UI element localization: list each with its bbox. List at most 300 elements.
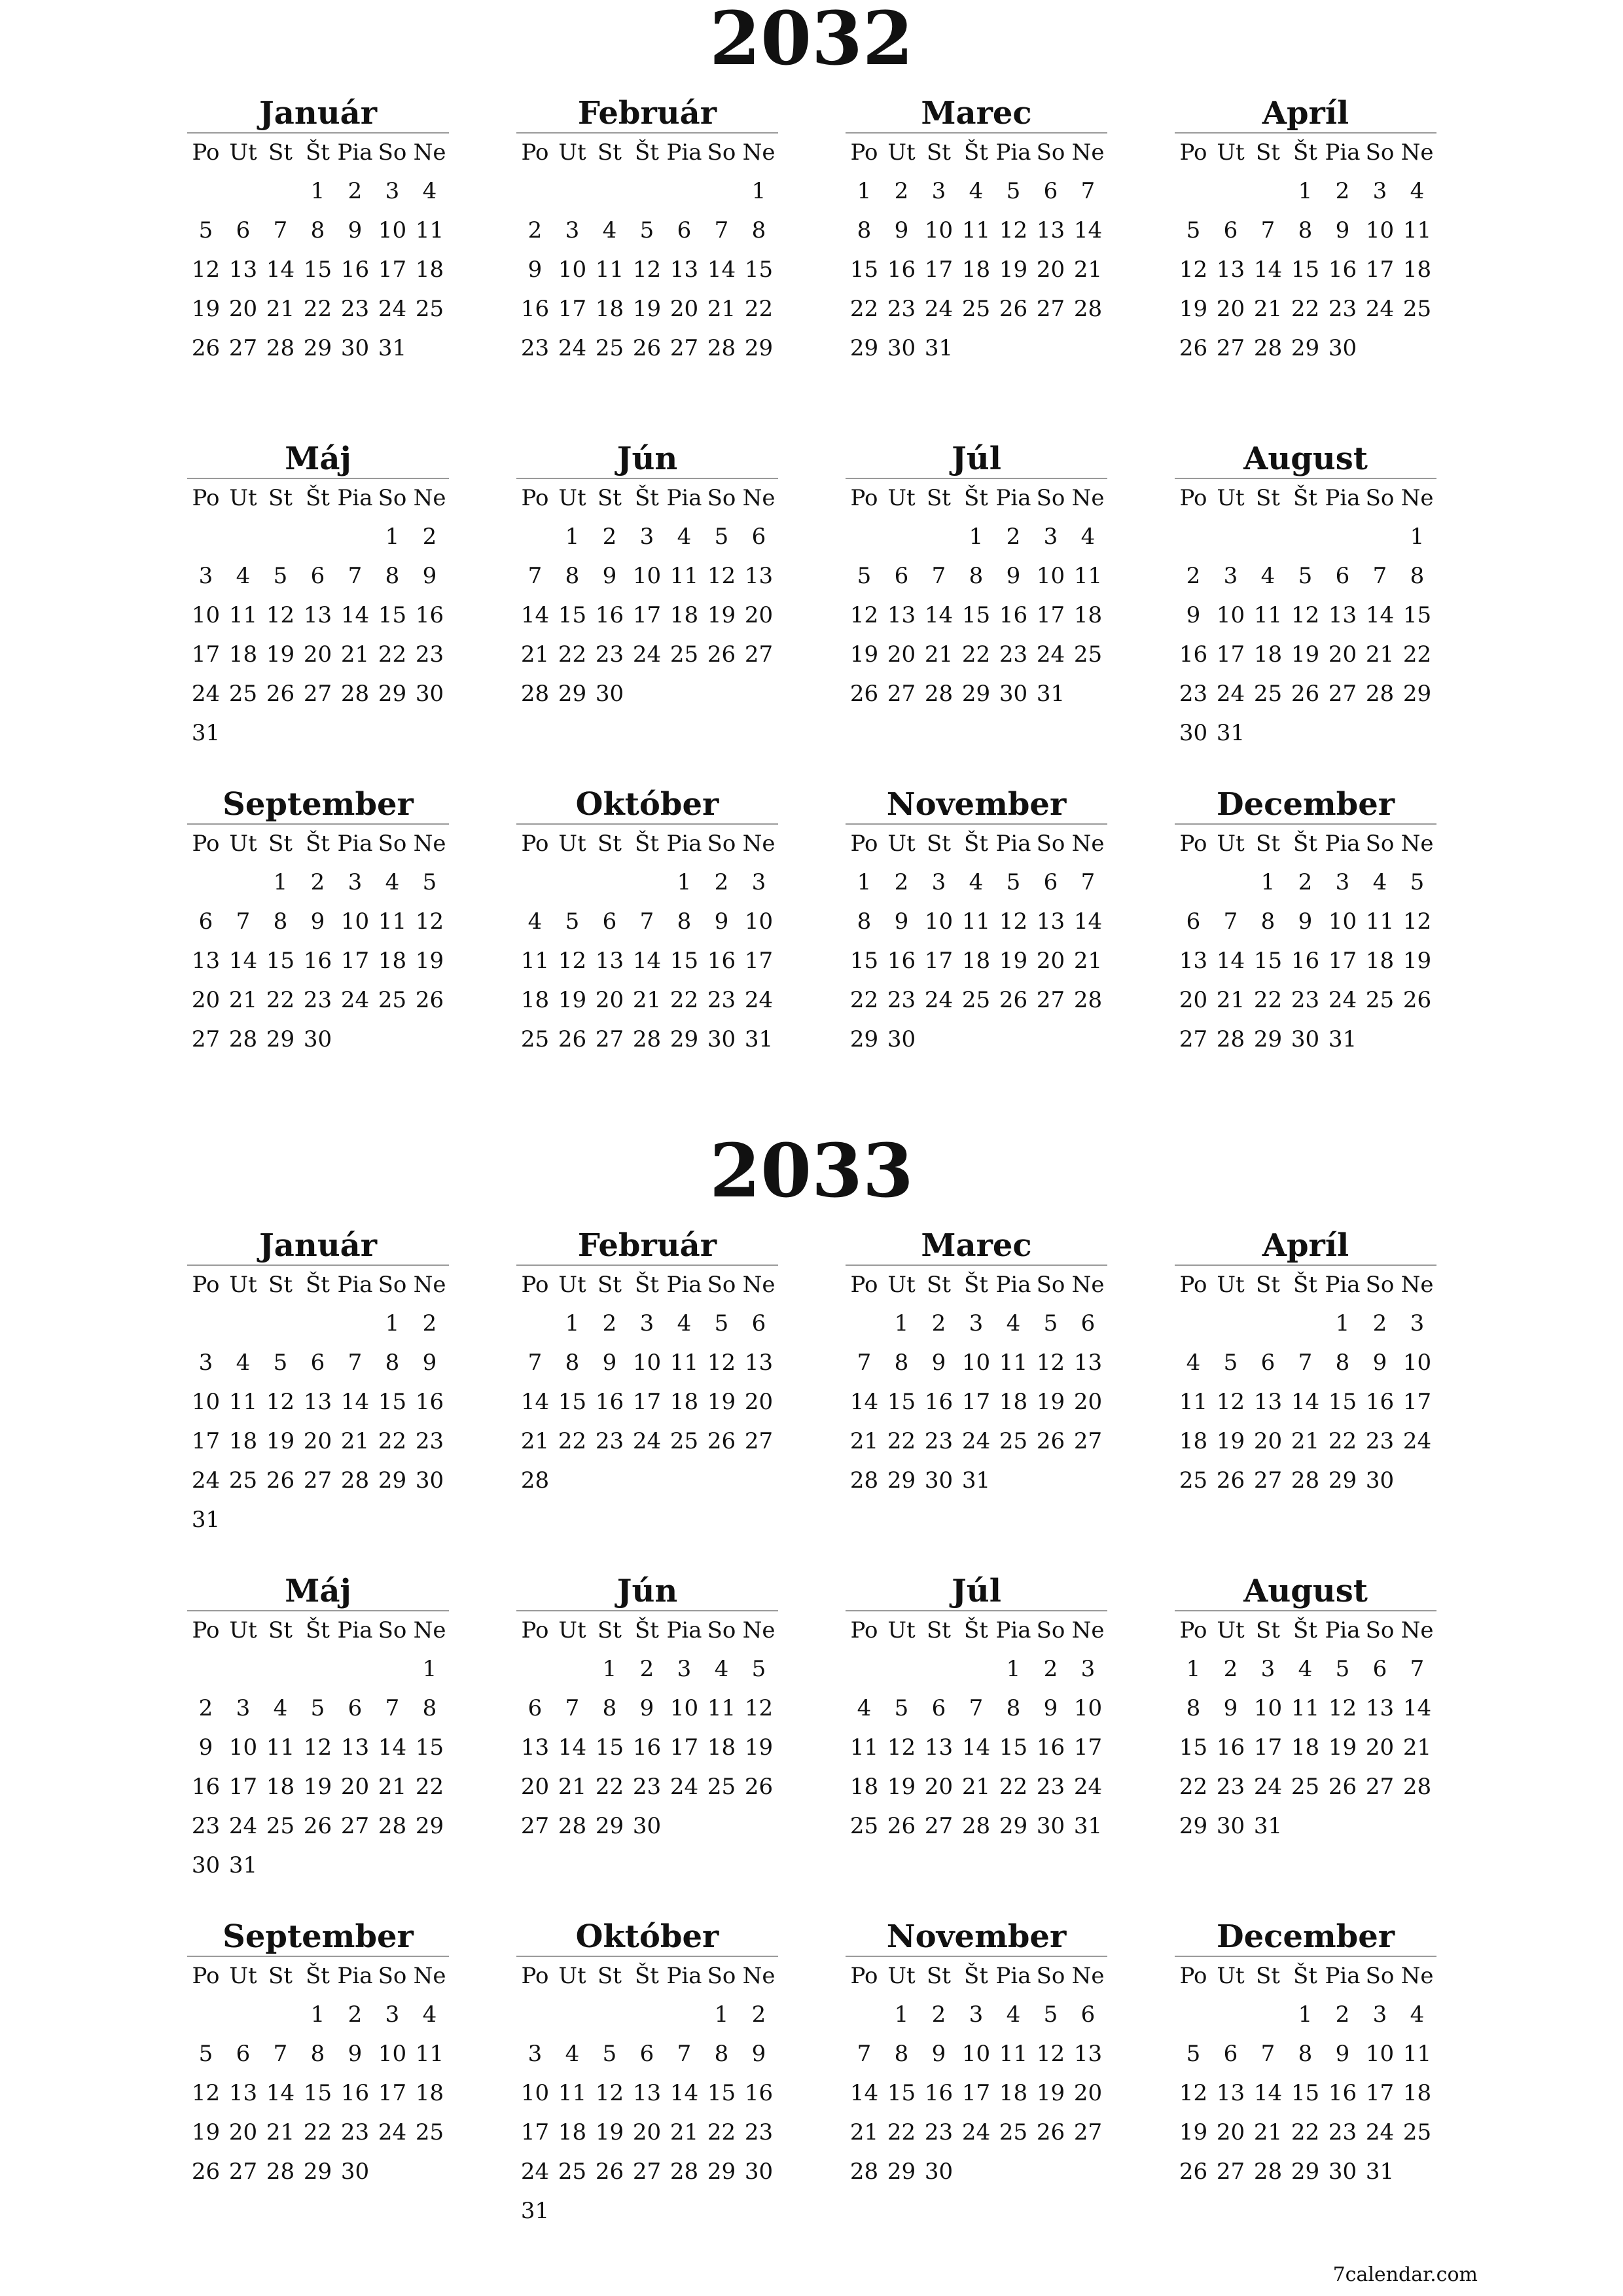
day-cell: 9 xyxy=(751,2041,766,2067)
day-cell: 11 xyxy=(558,2080,587,2106)
weekday-header: St xyxy=(1256,1963,1280,1989)
day-cell: 6 xyxy=(1080,2001,1096,2028)
day-grid xyxy=(516,825,778,1059)
day-cell: 26 xyxy=(191,2159,221,2185)
day-cell: 15 xyxy=(1328,1389,1357,1415)
day-cell: 27 xyxy=(340,1813,370,1839)
month-calendar xyxy=(187,1915,449,2191)
day-cell: 5 xyxy=(714,524,729,550)
empty-day-cell xyxy=(1212,1304,1249,1343)
empty-day-cell xyxy=(187,863,224,902)
day-cell: 14 xyxy=(378,1734,407,1761)
day-cell: 24 xyxy=(340,987,370,1013)
weekday-header: Ne xyxy=(742,1617,776,1643)
month-calendar xyxy=(1175,1915,1436,2191)
weekday-header: St xyxy=(1256,831,1280,857)
day-cell: 4 xyxy=(602,217,617,243)
day-cell: 31 xyxy=(228,1852,258,1878)
day-cell: 12 xyxy=(191,257,221,283)
day-cell: 12 xyxy=(1179,2080,1208,2106)
day-cell: 29 xyxy=(669,1026,699,1052)
day-grid xyxy=(516,1611,778,1846)
day-cell: 10 xyxy=(228,1734,258,1761)
day-cell: 17 xyxy=(228,1774,258,1800)
month-calendar xyxy=(846,1570,1107,1846)
empty-day-cell xyxy=(187,171,224,211)
empty-day-cell xyxy=(591,171,628,211)
day-cell: 23 xyxy=(191,1813,221,1839)
day-cell: 25 xyxy=(415,296,444,322)
day-cell: 29 xyxy=(378,681,407,707)
weekday-header: Po xyxy=(192,831,220,857)
day-cell: 22 xyxy=(378,641,407,668)
day-cell: 25 xyxy=(1402,296,1432,322)
day-cell: 12 xyxy=(1402,908,1432,935)
day-cell: 26 xyxy=(558,1026,587,1052)
day-cell: 24 xyxy=(1073,1774,1103,1800)
empty-day-cell xyxy=(1175,863,1212,902)
day-cell: 16 xyxy=(303,948,332,974)
day-cell: 10 xyxy=(961,2041,991,2067)
month-calendar xyxy=(187,783,449,1059)
day-cell: 26 xyxy=(1036,1428,1065,1454)
weekday-header: Po xyxy=(521,139,549,166)
weekday-header: So xyxy=(1365,139,1395,166)
day-grid xyxy=(187,134,449,368)
day-cell: 20 xyxy=(1216,2119,1245,2145)
day-cell: 28 xyxy=(1073,296,1103,322)
day-cell: 10 xyxy=(744,908,774,935)
day-cell: 21 xyxy=(961,1774,991,1800)
day-cell: 23 xyxy=(887,987,916,1013)
day-cell: 14 xyxy=(1402,1695,1432,1721)
weekday-header: Št xyxy=(306,485,330,511)
month-calendar xyxy=(187,92,449,368)
day-cell: 8 xyxy=(385,1350,400,1376)
day-cell: 20 xyxy=(228,2119,258,2145)
month-calendar xyxy=(187,1224,449,1539)
day-cell: 18 xyxy=(1402,2080,1432,2106)
empty-day-cell xyxy=(187,517,224,556)
day-cell: 3 xyxy=(385,2001,400,2028)
empty-day-cell xyxy=(299,1649,336,1689)
day-cell: 10 xyxy=(1328,908,1357,935)
day-cell: 9 xyxy=(1186,602,1201,628)
day-cell: 14 xyxy=(669,2080,699,2106)
day-cell: 30 xyxy=(340,2159,370,2185)
day-cell: 1 xyxy=(894,2001,909,2028)
day-cell: 22 xyxy=(266,987,295,1013)
weekday-header: Ne xyxy=(1071,485,1105,511)
day-cell: 16 xyxy=(887,948,916,974)
weekday-header: Po xyxy=(1179,1617,1207,1643)
weekday-header: Po xyxy=(521,1963,549,1989)
day-cell: 18 xyxy=(228,641,258,668)
weekday-header: St xyxy=(268,485,293,511)
day-cell: 1 xyxy=(1298,2001,1313,2028)
day-cell: 3 xyxy=(751,869,766,895)
day-cell: 29 xyxy=(849,1026,879,1052)
day-cell: 26 xyxy=(303,1813,332,1839)
day-cell: 7 xyxy=(931,563,946,589)
day-cell: 29 xyxy=(378,1467,407,1494)
day-cell: 6 xyxy=(527,1695,543,1721)
day-cell: 10 xyxy=(632,1350,662,1376)
day-cell: 8 xyxy=(602,1695,617,1721)
empty-day-cell xyxy=(554,1995,591,2034)
weekday-header: Ne xyxy=(1071,1272,1105,1298)
day-cell: 1 xyxy=(565,524,580,550)
day-cell: 13 xyxy=(191,948,221,974)
weekday-header: So xyxy=(378,1272,407,1298)
day-cell: 2 xyxy=(751,2001,766,2028)
day-cell: 17 xyxy=(924,948,954,974)
day-cell: 16 xyxy=(520,296,550,322)
weekday-header: Po xyxy=(192,1617,220,1643)
weekday-header: Pia xyxy=(337,1272,373,1298)
day-cell: 27 xyxy=(1036,987,1065,1013)
weekday-header: Po xyxy=(850,485,878,511)
day-cell: 25 xyxy=(1073,641,1103,668)
weekday-header: Pia xyxy=(995,1963,1031,1989)
weekday-header: St xyxy=(927,1963,951,1989)
weekday-header: Pia xyxy=(666,1272,702,1298)
day-cell: 12 xyxy=(1328,1695,1357,1721)
day-cell: 15 xyxy=(415,1734,444,1761)
empty-day-cell xyxy=(883,517,920,556)
day-grid xyxy=(516,479,778,713)
day-cell: 16 xyxy=(999,602,1028,628)
day-cell: 3 xyxy=(931,869,946,895)
day-cell: 29 xyxy=(961,681,991,707)
day-cell: 10 xyxy=(924,217,954,243)
day-cell: 19 xyxy=(707,602,736,628)
day-cell: 27 xyxy=(1216,335,1245,361)
month-name: Február xyxy=(516,1224,778,1266)
day-cell: 13 xyxy=(1073,2041,1103,2067)
day-cell: 9 xyxy=(1372,1350,1387,1376)
day-cell: 28 xyxy=(849,1467,879,1494)
empty-day-cell xyxy=(1175,1995,1212,2034)
empty-day-cell xyxy=(920,517,957,556)
day-cell: 29 xyxy=(707,2159,736,2185)
weekday-header: Ne xyxy=(742,831,776,857)
weekday-header: Št xyxy=(306,831,330,857)
weekday-header: Pia xyxy=(337,139,373,166)
day-cell: 11 xyxy=(378,908,407,935)
empty-day-cell xyxy=(846,1995,883,2034)
month-name: Október xyxy=(516,783,778,825)
weekday-header: Ne xyxy=(413,485,446,511)
day-cell: 26 xyxy=(266,681,295,707)
day-cell: 7 xyxy=(1410,1656,1425,1682)
day-cell: 18 xyxy=(558,2119,587,2145)
day-cell: 7 xyxy=(1223,908,1238,935)
day-cell: 18 xyxy=(707,1734,736,1761)
day-cell: 30 xyxy=(1179,720,1208,746)
weekday-header: Pia xyxy=(666,485,702,511)
weekday-header: Št xyxy=(964,1963,988,1989)
day-cell: 23 xyxy=(520,335,550,361)
empty-day-cell xyxy=(224,1649,262,1689)
day-cell: 12 xyxy=(1036,2041,1065,2067)
day-cell: 2 xyxy=(198,1695,213,1721)
day-cell: 18 xyxy=(999,2080,1028,2106)
day-cell: 12 xyxy=(1036,1350,1065,1376)
weekday-header: So xyxy=(1036,485,1065,511)
day-cell: 3 xyxy=(565,217,580,243)
day-cell: 27 xyxy=(303,681,332,707)
day-cell: 27 xyxy=(520,1813,550,1839)
day-cell: 23 xyxy=(415,1428,444,1454)
empty-day-cell xyxy=(336,517,374,556)
day-cell: 30 xyxy=(632,1813,662,1839)
day-cell: 1 xyxy=(565,1310,580,1336)
day-cell: 18 xyxy=(378,948,407,974)
empty-day-cell xyxy=(1212,1995,1249,2034)
day-cell: 20 xyxy=(924,1774,954,1800)
day-cell: 13 xyxy=(303,1389,332,1415)
weekday-header: St xyxy=(268,139,293,166)
day-cell: 22 xyxy=(1179,1774,1208,1800)
day-cell: 8 xyxy=(969,563,984,589)
day-cell: 11 xyxy=(595,257,624,283)
day-cell: 7 xyxy=(1298,1350,1313,1376)
day-cell: 10 xyxy=(191,1389,221,1415)
day-cell: 31 xyxy=(744,1026,774,1052)
day-cell: 27 xyxy=(1365,1774,1395,1800)
day-cell: 6 xyxy=(1043,178,1058,204)
day-cell: 11 xyxy=(1291,1695,1320,1721)
day-cell: 4 xyxy=(273,1695,288,1721)
day-cell: 3 xyxy=(931,178,946,204)
day-cell: 11 xyxy=(669,1350,699,1376)
empty-day-cell xyxy=(628,171,666,211)
day-cell: 9 xyxy=(1006,563,1021,589)
day-cell: 25 xyxy=(669,641,699,668)
day-cell: 29 xyxy=(887,1467,916,1494)
weekday-header: Ne xyxy=(1071,831,1105,857)
day-cell: 1 xyxy=(1335,1310,1350,1336)
month-name: Marec xyxy=(846,92,1107,134)
day-cell: 1 xyxy=(857,178,872,204)
day-cell: 29 xyxy=(1402,681,1432,707)
day-cell: 22 xyxy=(1328,1428,1357,1454)
day-cell: 25 xyxy=(669,1428,699,1454)
day-cell: 12 xyxy=(849,602,879,628)
weekday-header: Št xyxy=(1293,1963,1317,1989)
day-cell: 17 xyxy=(1073,1734,1103,1761)
month-name: September xyxy=(187,783,449,825)
empty-day-cell xyxy=(516,1304,554,1343)
day-cell: 26 xyxy=(1036,2119,1065,2145)
day-cell: 18 xyxy=(228,1428,258,1454)
month-calendar xyxy=(1175,92,1436,368)
day-cell: 7 xyxy=(527,563,543,589)
day-cell: 28 xyxy=(1216,1026,1245,1052)
day-cell: 17 xyxy=(1365,2080,1395,2106)
day-cell: 26 xyxy=(1179,2159,1208,2185)
day-cell: 23 xyxy=(1328,296,1357,322)
day-cell: 2 xyxy=(1372,1310,1387,1336)
day-cell: 17 xyxy=(378,2080,407,2106)
day-cell: 19 xyxy=(415,948,444,974)
weekday-header: Ut xyxy=(558,1272,586,1298)
day-cell: 16 xyxy=(1328,2080,1357,2106)
day-cell: 7 xyxy=(236,908,251,935)
day-cell: 5 xyxy=(751,1656,766,1682)
empty-day-cell xyxy=(1287,1304,1324,1343)
day-cell: 14 xyxy=(1365,602,1395,628)
day-cell: 10 xyxy=(1253,1695,1283,1721)
weekday-header: Pia xyxy=(1325,1963,1361,1989)
day-cell: 10 xyxy=(1216,602,1245,628)
day-cell: 1 xyxy=(751,178,766,204)
day-cell: 22 xyxy=(1402,641,1432,668)
weekday-header: Po xyxy=(850,1272,878,1298)
day-cell: 6 xyxy=(1372,1656,1387,1682)
day-cell: 8 xyxy=(565,1350,580,1376)
weekday-header: Ut xyxy=(1217,1617,1245,1643)
day-cell: 27 xyxy=(1073,2119,1103,2145)
day-cell: 29 xyxy=(266,1026,295,1052)
day-cell: 12 xyxy=(887,1734,916,1761)
day-cell: 26 xyxy=(887,1813,916,1839)
day-cell: 19 xyxy=(999,257,1028,283)
weekday-header: Ut xyxy=(887,1272,916,1298)
empty-day-cell xyxy=(883,1649,920,1689)
day-cell: 13 xyxy=(1179,948,1208,974)
day-cell: 5 xyxy=(198,2041,213,2067)
day-cell: 22 xyxy=(1291,2119,1320,2145)
day-cell: 9 xyxy=(931,2041,946,2067)
weekday-header: Ne xyxy=(413,1617,446,1643)
day-cell: 17 xyxy=(632,1389,662,1415)
day-cell: 14 xyxy=(340,1389,370,1415)
day-cell: 12 xyxy=(632,257,662,283)
day-cell: 6 xyxy=(1080,1310,1096,1336)
day-cell: 23 xyxy=(1365,1428,1395,1454)
day-cell: 4 xyxy=(1006,2001,1021,2028)
day-cell: 17 xyxy=(1036,602,1065,628)
day-cell: 26 xyxy=(415,987,444,1013)
day-cell: 17 xyxy=(1402,1389,1432,1415)
day-cell: 8 xyxy=(1186,1695,1201,1721)
day-cell: 13 xyxy=(1073,1350,1103,1376)
month-name: Január xyxy=(187,1224,449,1266)
day-cell: 22 xyxy=(595,1774,624,1800)
day-cell: 14 xyxy=(266,257,295,283)
day-grid xyxy=(1175,479,1436,753)
day-cell: 14 xyxy=(558,1734,587,1761)
weekday-header: Št xyxy=(1293,485,1317,511)
day-grid xyxy=(516,1266,778,1500)
weekday-header: Ut xyxy=(558,1617,586,1643)
day-cell: 27 xyxy=(1036,296,1065,322)
day-cell: 29 xyxy=(415,1813,444,1839)
day-cell: 16 xyxy=(1179,641,1208,668)
day-cell: 22 xyxy=(707,2119,736,2145)
day-cell: 11 xyxy=(849,1734,879,1761)
day-cell: 21 xyxy=(1253,2119,1283,2145)
empty-day-cell xyxy=(224,1995,262,2034)
weekday-header: Pia xyxy=(995,1272,1031,1298)
day-cell: 25 xyxy=(1179,1467,1208,1494)
day-cell: 25 xyxy=(849,1813,879,1839)
day-cell: 15 xyxy=(961,602,991,628)
day-cell: 29 xyxy=(849,335,879,361)
day-cell: 9 xyxy=(931,1350,946,1376)
day-cell: 16 xyxy=(191,1774,221,1800)
day-cell: 12 xyxy=(707,563,736,589)
day-cell: 6 xyxy=(1043,869,1058,895)
day-cell: 13 xyxy=(595,948,624,974)
day-cell: 23 xyxy=(924,1428,954,1454)
day-cell: 3 xyxy=(236,1695,251,1721)
day-cell: 22 xyxy=(303,2119,332,2145)
day-cell: 18 xyxy=(1365,948,1395,974)
empty-day-cell xyxy=(516,517,554,556)
empty-day-cell xyxy=(666,171,703,211)
day-cell: 15 xyxy=(1402,602,1432,628)
day-cell: 16 xyxy=(340,2080,370,2106)
day-cell: 5 xyxy=(1298,563,1313,589)
day-cell: 16 xyxy=(415,1389,444,1415)
empty-day-cell xyxy=(1249,517,1287,556)
day-cell: 9 xyxy=(422,563,437,589)
day-cell: 24 xyxy=(1253,1774,1283,1800)
month-name: December xyxy=(1175,1915,1436,1957)
day-cell: 1 xyxy=(857,869,872,895)
day-cell: 12 xyxy=(415,908,444,935)
day-cell: 14 xyxy=(924,602,954,628)
day-cell: 13 xyxy=(1365,1695,1395,1721)
day-cell: 26 xyxy=(1291,681,1320,707)
month-calendar xyxy=(1175,1224,1436,1500)
weekday-header: St xyxy=(597,1963,622,1989)
day-cell: 31 xyxy=(1328,1026,1357,1052)
day-cell: 12 xyxy=(1179,257,1208,283)
weekday-header: St xyxy=(268,1272,293,1298)
empty-day-cell xyxy=(1175,1304,1212,1343)
day-cell: 19 xyxy=(266,641,295,668)
weekday-header: Ut xyxy=(1217,139,1245,166)
day-cell: 21 xyxy=(266,2119,295,2145)
day-cell: 3 xyxy=(1410,1310,1425,1336)
day-cell: 14 xyxy=(707,257,736,283)
day-cell: 26 xyxy=(744,1774,774,1800)
day-cell: 23 xyxy=(340,296,370,322)
month-calendar xyxy=(1175,783,1436,1059)
day-cell: 8 xyxy=(894,1350,909,1376)
day-cell: 3 xyxy=(1223,563,1238,589)
day-cell: 30 xyxy=(887,1026,916,1052)
day-cell: 16 xyxy=(1036,1734,1065,1761)
day-cell: 24 xyxy=(520,2159,550,2185)
day-cell: 30 xyxy=(707,1026,736,1052)
day-cell: 27 xyxy=(1179,1026,1208,1052)
empty-day-cell xyxy=(262,1304,299,1343)
day-cell: 4 xyxy=(1410,178,1425,204)
day-cell: 18 xyxy=(849,1774,879,1800)
day-cell: 29 xyxy=(1291,335,1320,361)
day-cell: 7 xyxy=(1260,217,1275,243)
day-cell: 7 xyxy=(1260,2041,1275,2067)
day-cell: 2 xyxy=(639,1656,654,1682)
day-cell: 26 xyxy=(999,296,1028,322)
day-cell: 20 xyxy=(520,1774,550,1800)
day-cell: 26 xyxy=(632,335,662,361)
